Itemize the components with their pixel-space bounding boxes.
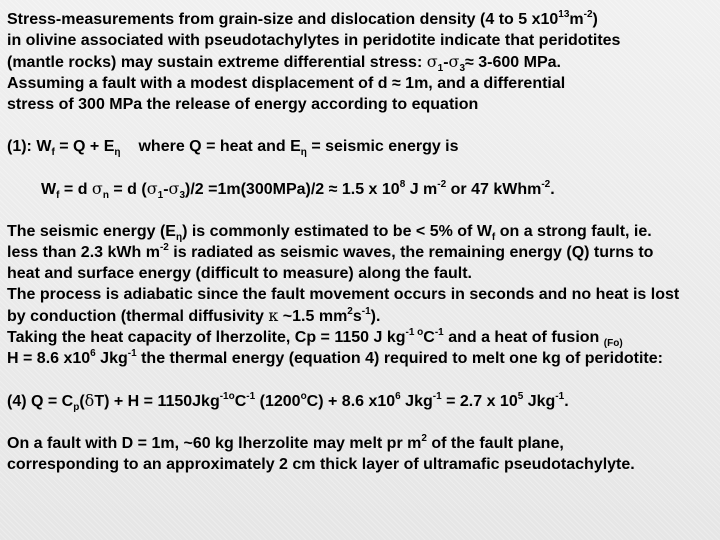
text-line: The process is adiabatic since the fault movement occurs in seconds and no heat is lost: [7, 286, 680, 303]
equation-1: (1): $W_f = Q + E_\eta$ where Q = heat and $E_\eta$ = seismic energy is: [7, 138, 459, 158]
equation-2: $W_f = d$ $\sigma_n = d$ $(\sigma_1-\sigma_3)/2 =1m(300MPa)/2 \approx 1.5$ x $10^8$ J $m^{-2}$ or 47 kWhm$^{-2}$.: [41, 179, 555, 201]
fault-paragraph: [7, 433, 715, 475]
text-line: On a fault with D = 1m, ~60 kg lherzolite may melt pr $m^2$ of the fault plane,: [7, 433, 564, 452]
sigma-symbol: σ: [448, 52, 460, 71]
slide-text-body: [7, 9, 715, 475]
spacer: [7, 369, 715, 390]
equation-4: (4) $Q = C_p(\delta T) + H = 1150Jkg^{-1o}C^{-1}$ $(1200^oC) + 8.6$ $x10^6$ Jkg$^{-1}$ = 2.7 x $10^5$ Jkg$^{-1}$.: [7, 391, 569, 413]
spacer: [7, 157, 715, 178]
text-line: by conduction (thermal diffusivity κ ~1.5 $mm^2s^{-1}$).: [7, 306, 381, 325]
spacer: [7, 115, 715, 136]
sigma-symbol: σ: [426, 52, 438, 71]
text-line: less than 2.3 kWh $m^{-2}$ is radiated as seismic waves, the remaining energy (Q) turns to: [7, 242, 654, 261]
spacer: [7, 412, 715, 433]
spacer: [7, 200, 715, 221]
text-line: in olivine associated with pseudotachylytes in peridotite indicate that peridotites: [7, 32, 621, 49]
delta-symbol: δ: [84, 391, 95, 410]
sigma-symbol: σ: [168, 179, 180, 198]
kappa-symbol: κ: [268, 306, 279, 325]
text-line: stress of 300 MPa the release of energy according to equation: [7, 96, 479, 113]
text-line: Assuming a fault with a modest displacement of d ≈ 1m, and a differential: [7, 75, 566, 92]
text-line: heat and surface energy (difficult to measure) along the fault.: [7, 265, 472, 282]
text-line: The seismic energy $(E_\eta)$ is commonly estimated to be < 5% of $W_f$ on a strong fault, ie.: [7, 223, 652, 243]
energy-paragraph: [7, 221, 715, 369]
sigma-symbol: σ: [146, 179, 158, 198]
stress-paragraph: [7, 9, 715, 115]
text-line: H = 8.6 $x10^6$ Jkg$^{-1}$ the thermal energy (equation 4) required to melt one kg of peridotite:: [7, 348, 663, 367]
text-line: corresponding to an approximately 2 cm thick layer of ultramafic pseudotachylyte.: [7, 456, 635, 473]
text-line: (mantle rocks) may sustain extreme differential stress: $\sigma_1-\sigma_3\approx 3-600$ MPa.: [7, 52, 561, 74]
text-line: Taking the heat capacity of lherzolite, Cp = 1150 J $kg^{-1 o}C^{-1}$ and a heat of fusion $_{(Fo)}$: [7, 327, 623, 349]
text-line: Stress-measurements from grain-size and dislocation density (4 to 5 $x10^{13}m^{-2}$): [7, 9, 598, 28]
sigma-symbol: σ: [91, 179, 103, 198]
